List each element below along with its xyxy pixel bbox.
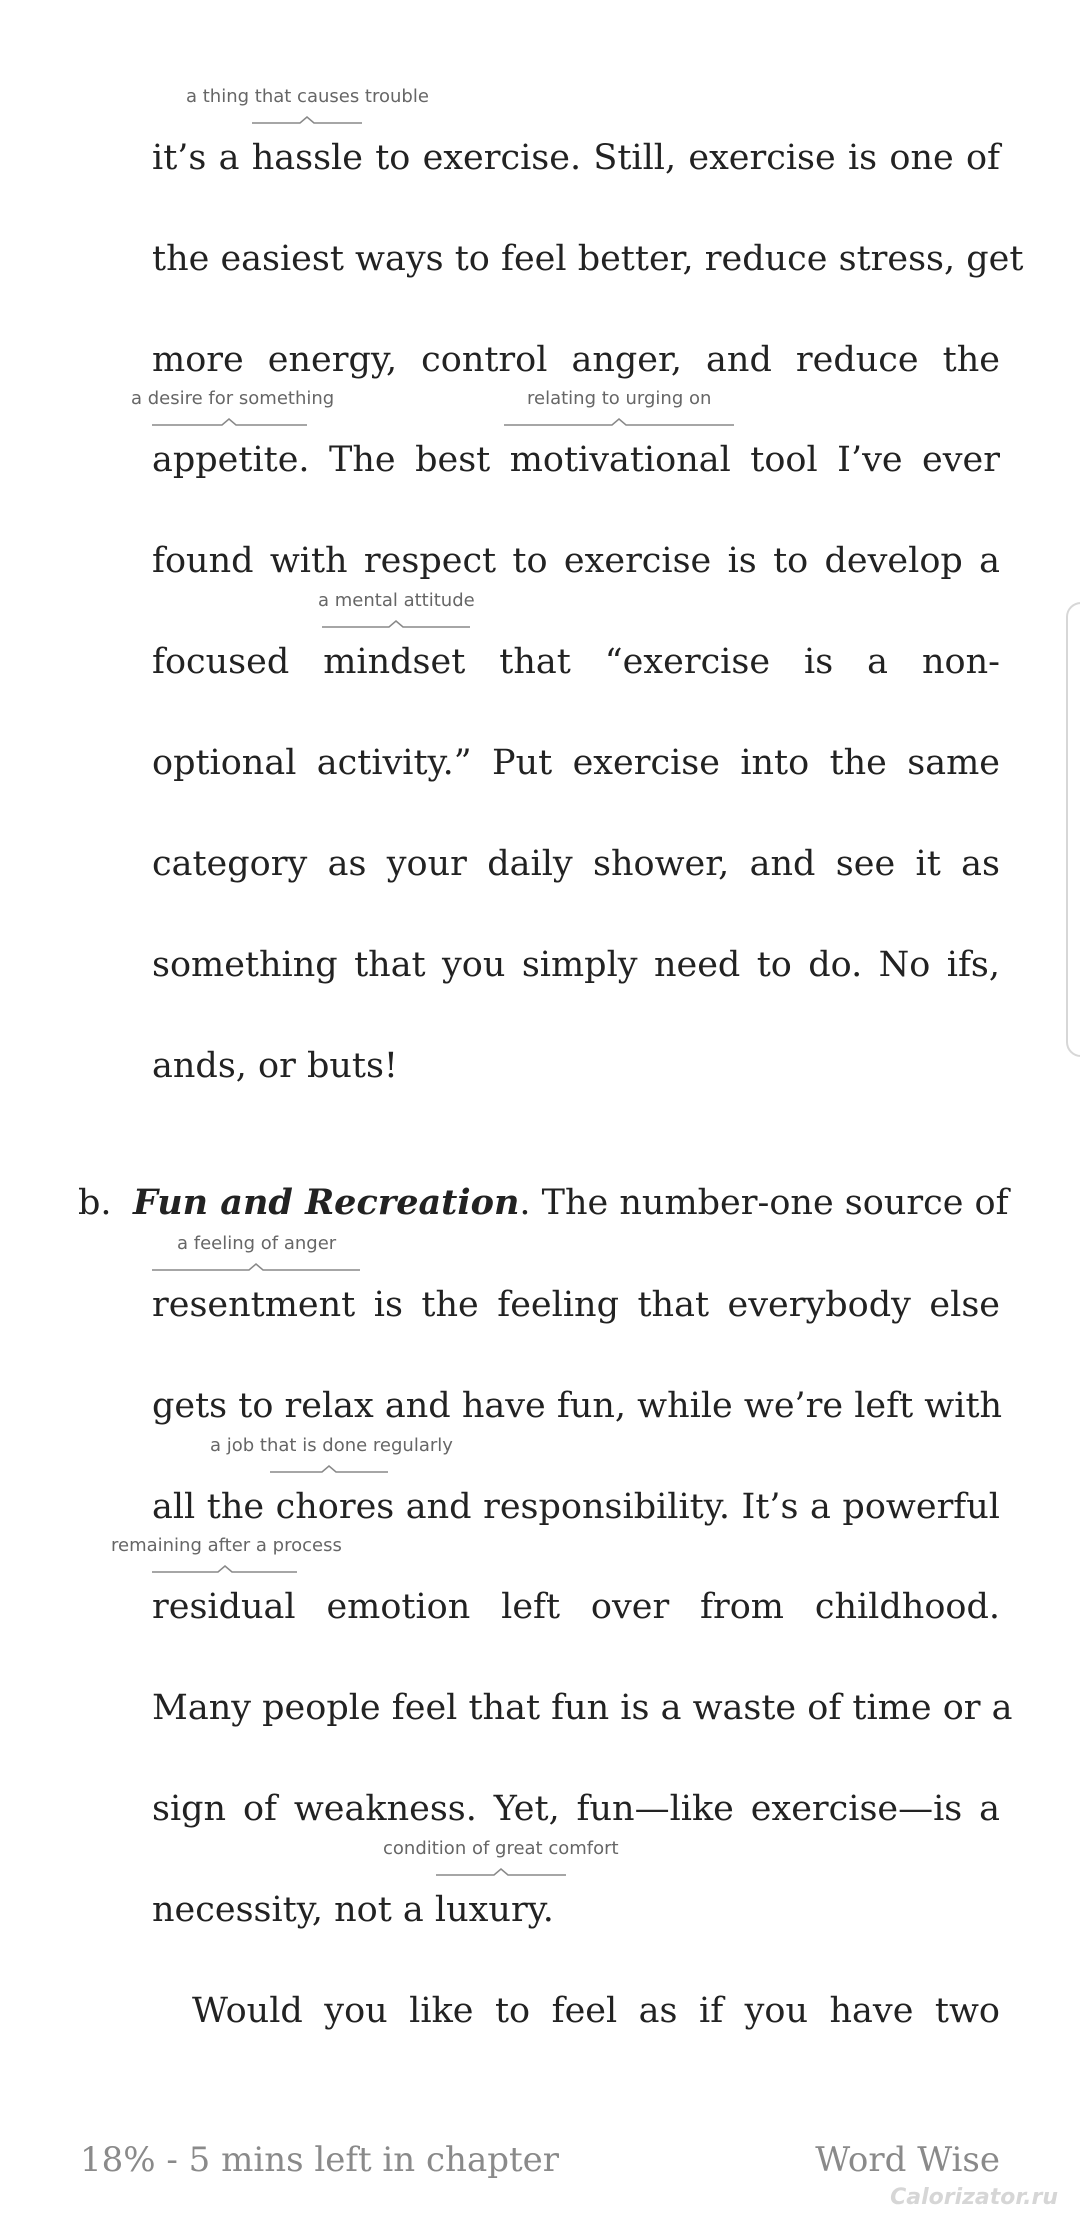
- watermark: Calorizator.ru: [890, 2185, 1058, 2210]
- body-line-4: appetite. The best motivational tool I’ve ever: [152, 440, 1000, 480]
- section-b-line-5: Many people feel that fun is a waste of time or a: [152, 1688, 1013, 1728]
- section-b-line-3: all the chores and responsibility. It’s a powerful: [152, 1487, 1000, 1527]
- next-paragraph-line: Would you like to feel as if you have two: [192, 1991, 1000, 2031]
- list-marker-b: b.: [78, 1183, 112, 1223]
- body-line-3: more energy, control anger, and reduce the: [152, 340, 1000, 380]
- word-wise-hint-motivational[interactable]: relating to urging on: [527, 388, 712, 409]
- body-line-7: optional activity.” Put exercise into the same: [152, 743, 1000, 783]
- section-b-heading: Fun and Recreation: [133, 1182, 520, 1223]
- hint-underline: [152, 1565, 297, 1573]
- section-b-line-1: resentment is the feeling that everybody else: [152, 1285, 1000, 1325]
- body-line-9: something that you simply need to do. No ifs,: [152, 945, 1000, 985]
- hint-underline: [270, 1465, 388, 1473]
- section-b-heading-tail: . The number-one source of: [519, 1183, 1009, 1223]
- hint-underline: [152, 418, 307, 426]
- body-line-8: category as your daily shower, and see it as: [152, 844, 1000, 884]
- word-wise-hint-luxury[interactable]: condition of great comfort: [383, 1838, 619, 1859]
- section-b-line-4: residual emotion left over from childhood.: [152, 1587, 1000, 1627]
- word-wise-hint-mindset[interactable]: a mental attitude: [318, 590, 475, 611]
- edge-panel-handle[interactable]: [1066, 602, 1080, 1057]
- body-line-10: ands, or buts!: [152, 1046, 398, 1086]
- section-b-line-6: sign of weakness. Yet, fun—like exercise—is a: [152, 1789, 1000, 1829]
- word-wise-label[interactable]: Word Wise: [815, 2140, 1000, 2180]
- hint-underline: [436, 1868, 566, 1876]
- hint-underline: [152, 1263, 360, 1271]
- body-line-5: found with respect to exercise is to develop a: [152, 541, 1000, 581]
- hint-underline: [504, 418, 734, 426]
- hint-underline: [322, 620, 470, 628]
- body-line-2: the easiest ways to feel better, reduce stress, get: [152, 239, 1024, 279]
- section-b-line-2: gets to relax and have fun, while we’re left with: [152, 1386, 1003, 1426]
- body-line-1: it’s a hassle to exercise. Still, exercise is one of: [152, 138, 1000, 178]
- word-wise-hint-residual[interactable]: remaining after a process: [111, 1535, 342, 1556]
- hint-underline: [252, 116, 362, 124]
- body-line-6: focused mindset that “exercise is a non-: [152, 642, 1000, 682]
- word-wise-hint-chores[interactable]: a job that is done regularly: [210, 1435, 453, 1456]
- reading-progress[interactable]: 18% - 5 mins left in chapter: [80, 2140, 560, 2180]
- section-b-first-line: [133, 1181, 1009, 1225]
- word-wise-hint-resentment[interactable]: a feeling of anger: [177, 1233, 337, 1254]
- word-wise-hint-hassle[interactable]: a thing that causes trouble: [186, 86, 429, 107]
- word-wise-hint-appetite[interactable]: a desire for something: [131, 388, 335, 409]
- section-b-line-7: necessity, not a luxury.: [152, 1890, 554, 1930]
